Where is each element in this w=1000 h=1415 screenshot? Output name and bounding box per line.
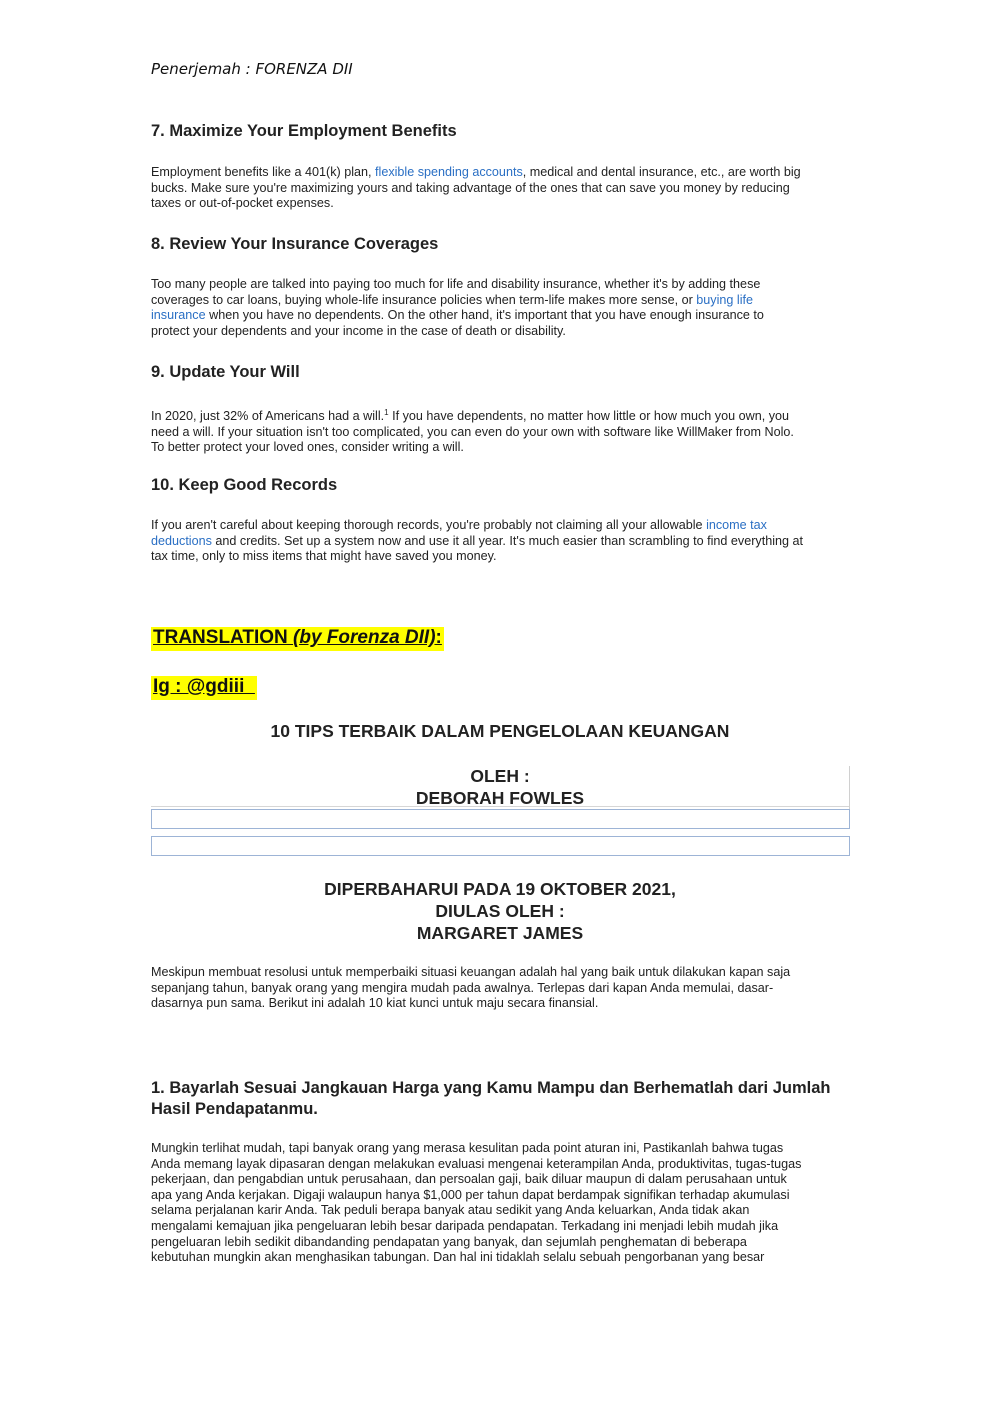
updated-date: DIPERBAHARUI PADA 19 OKTOBER 2021, — [324, 879, 676, 899]
text: taxes or out-of-pocket expenses. — [151, 196, 334, 211]
text: when you have no dependents. On the other hand, it's important that you have enough insurance to — [205, 308, 764, 323]
buying-life-insurance-link[interactable]: buying life — [696, 292, 754, 307]
text: and credits. Set up a system now and use it all year. It's much easier than scrambling to find everything at — [211, 533, 804, 548]
author-block — [151, 765, 849, 809]
text: If you have dependents, no matter how little or how much you own, you — [388, 409, 790, 424]
text: apa yang Anda kerjakan. Digaji walaupun hanya $1,000 per tahun dapat berdampak signifikan terhadap akumulasi — [151, 1187, 790, 1202]
text: In 2020, just 32% of Americans had a will. — [151, 409, 385, 424]
text: pekerjaan, dan pengabdian untuk perusahaan, dan persoalan gaji, baik diluar maupun di dalam perusahaan untuk — [151, 1172, 787, 1187]
empty-field — [151, 836, 850, 856]
divider — [849, 766, 850, 810]
section-7-body — [151, 165, 851, 212]
section-10-heading: 10. Keep Good Records — [151, 476, 338, 494]
footnote-ref[interactable]: 1 — [384, 408, 389, 417]
text: : — [435, 627, 442, 648]
text: Mungkin terlihat mudah, tapi banyak orang yang merasa kesulitan pada point aturan ini, Pastikanlah bahwa tugas — [151, 1141, 784, 1155]
instagram-handle: Ig : @gdiii — [151, 676, 257, 700]
text: Too many people are talked into paying too much for life and disability insurance, whether it's by adding these — [151, 277, 761, 291]
section-8-body — [151, 277, 851, 339]
translation-title: 10 TIPS TERBAIK DALAM PENGELOLAAN KEUANGAN — [270, 721, 730, 741]
text: Meskipun membuat resolusi untuk memperbaiki situasi keuangan adalah hal yang baik untuk dilakukan kapan saja — [151, 965, 791, 979]
reviewer-name: MARGARET JAMES — [416, 923, 584, 943]
buying-life-insurance-link-cont[interactable]: insurance — [151, 308, 206, 323]
text: Employment benefits like a 401(k) plan, — [151, 165, 376, 179]
text: mengalami kemajuan jika pengeluaran lebih besar daripada pendapatan. Terkadang ini menjadi lebih mudah jika — [151, 1218, 779, 1233]
update-block — [151, 878, 849, 944]
empty-field — [151, 809, 850, 829]
text: pengeluaran lebih sedikit dibandanding pendapatan yang banyak, dan sejumlah penghematan di beberapa — [151, 1234, 747, 1249]
author-name: DEBORAH FOWLES — [415, 788, 585, 808]
text: need a will. If your situation isn't too complicated, you can even do your own with software like WillMaker from Nolo. — [151, 424, 794, 439]
text: selama perjalanan karir Anda. Tak peduli berapa banyak atau sedikit yang Anda keluarkan, Anda tidak akan — [151, 1203, 750, 1218]
text: coverages to car loans, buying whole-life insurance policies when term-life makes more sense, or — [151, 292, 697, 307]
reviewed-label: DIULAS OLEH : — [435, 901, 565, 921]
section-9-heading: 9. Update Your Will — [151, 363, 300, 381]
text: dasarnya pun sama. Berikut ini adalah 10 kiat kunci untuk maju secara finansial. — [151, 996, 599, 1011]
income-tax-deductions-link-cont[interactable]: deductions — [151, 533, 212, 548]
text: tax time, only to miss items that might have saved you money. — [151, 549, 497, 564]
tip-1-body — [151, 1141, 851, 1266]
translation-label — [151, 627, 444, 651]
translator-header: Penerjemah : FORENZA DII — [151, 60, 353, 78]
section-7-heading: 7. Maximize Your Employment Benefits — [151, 122, 457, 140]
text: sepanjang tahun, banyak orang yang mengira mudah pada awalnya. Terlepas dari kapan Anda memulai, dasar- — [151, 980, 774, 995]
text: Hasil Pendapatanmu. — [151, 1100, 318, 1118]
text: To better protect your loved ones, consider writing a will. — [151, 440, 464, 455]
income-tax-deductions-link[interactable]: income tax — [706, 518, 767, 532]
author-label: OLEH : — [470, 766, 530, 786]
text: 1. Bayarlah Sesuai Jangkauan Harga yang Kamu Mampu dan Berhematlah dari Jumlah — [151, 1079, 831, 1097]
text: kebutuhan mungkin akan menghasikan tabungan. Dan hal ini tidaklah selalu sebuah pengorbanan yang besar — [151, 1250, 765, 1265]
text: If you aren't careful about keeping thorough records, you're probably not claiming all your allowable — [151, 518, 707, 532]
tip-1-heading — [151, 1078, 830, 1120]
section-9-body — [151, 405, 851, 456]
intro-paragraph — [151, 965, 851, 1012]
text: protect your dependents and your income in the case of death or disability. — [151, 323, 566, 338]
text: Anda memang layak dipasaran dengan melakukan evaluasi mengenai keterampilan Anda, produktivitas, tugas-tugas — [151, 1156, 802, 1171]
text: (by Forenza DII) — [293, 627, 436, 648]
section-8-heading: 8. Review Your Insurance Coverages — [151, 235, 439, 253]
text: , medical and dental insurance, etc., are worth big — [522, 165, 801, 179]
flexible-spending-accounts-link[interactable]: flexible spending accounts — [375, 165, 523, 179]
text: bucks. Make sure you're maximizing yours and taking advantage of the ones that can save you money by reducing — [151, 180, 790, 195]
section-10-body — [151, 518, 851, 565]
text: TRANSLATION — [153, 627, 294, 648]
